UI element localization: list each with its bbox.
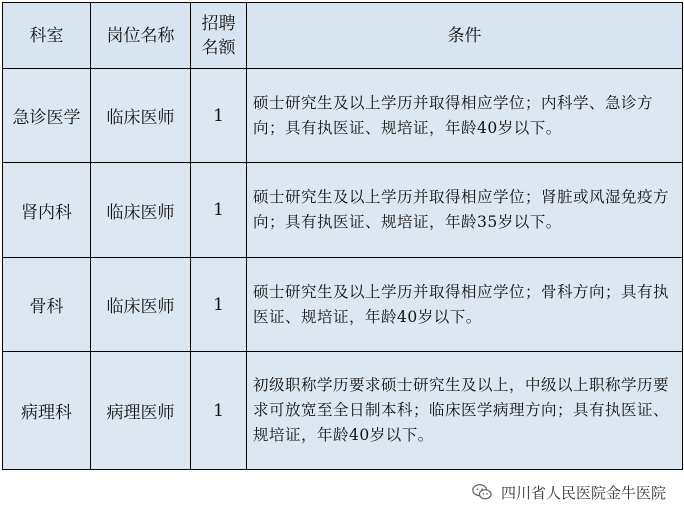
quota-cell: 1 bbox=[191, 163, 247, 258]
header-position bbox=[91, 3, 191, 69]
quota-cell: 1 bbox=[191, 69, 247, 163]
position-cell: 临床医师 bbox=[91, 163, 191, 258]
header-dept: 科室 bbox=[3, 3, 91, 69]
dept-cell: 骨科 bbox=[3, 258, 91, 352]
dept-cell: 病理科 bbox=[3, 352, 91, 470]
conditions-cell: 硕士研究生及以上学历并取得相应学位；内科学、急诊方向；具有执医证、规培证，年龄40岁以下。 bbox=[247, 69, 683, 163]
quota-cell: 1 bbox=[191, 352, 247, 470]
conditions-cell: 初级职称学历要求硕士研究生及以上，中级以上职称学历要求可放宽至全日制本科；临床医学病理方向；具有执医证、规培证，年龄40岁以下。 bbox=[247, 352, 683, 470]
conditions-cell: 硕士研究生及以上学历并取得相应学位；骨科方向；具有执医证、规培证，年龄40岁以下。 bbox=[247, 258, 683, 352]
dept-cell: 急诊医学 bbox=[3, 69, 91, 163]
position-cell: 临床医师 bbox=[91, 69, 191, 163]
position-cell: 病理医师 bbox=[91, 352, 191, 470]
table-header-row bbox=[3, 3, 683, 69]
wechat-icon bbox=[471, 481, 493, 503]
account-name: 四川省人民医院金牛医院 bbox=[500, 483, 666, 502]
header-position-text: 岗位名称 bbox=[106, 25, 175, 46]
table-row bbox=[3, 352, 683, 470]
position-cell: 临床医师 bbox=[91, 258, 191, 352]
table-row bbox=[3, 69, 683, 163]
header-quota bbox=[191, 3, 247, 69]
table-row bbox=[3, 258, 683, 352]
table-row bbox=[3, 163, 683, 258]
wechat-account-watermark bbox=[471, 481, 666, 503]
header-conditions: 条件 bbox=[247, 3, 683, 69]
conditions-cell: 硕士研究生及以上学历并取得相应学位；肾脏或风湿免疫方向；具有执医证、规培证，年龄35岁以下。 bbox=[247, 163, 683, 258]
recruitment-table bbox=[2, 2, 683, 470]
quota-cell: 1 bbox=[191, 258, 247, 352]
dept-cell: 肾内科 bbox=[3, 163, 91, 258]
header-quota-text: 招聘名额 bbox=[201, 13, 236, 58]
